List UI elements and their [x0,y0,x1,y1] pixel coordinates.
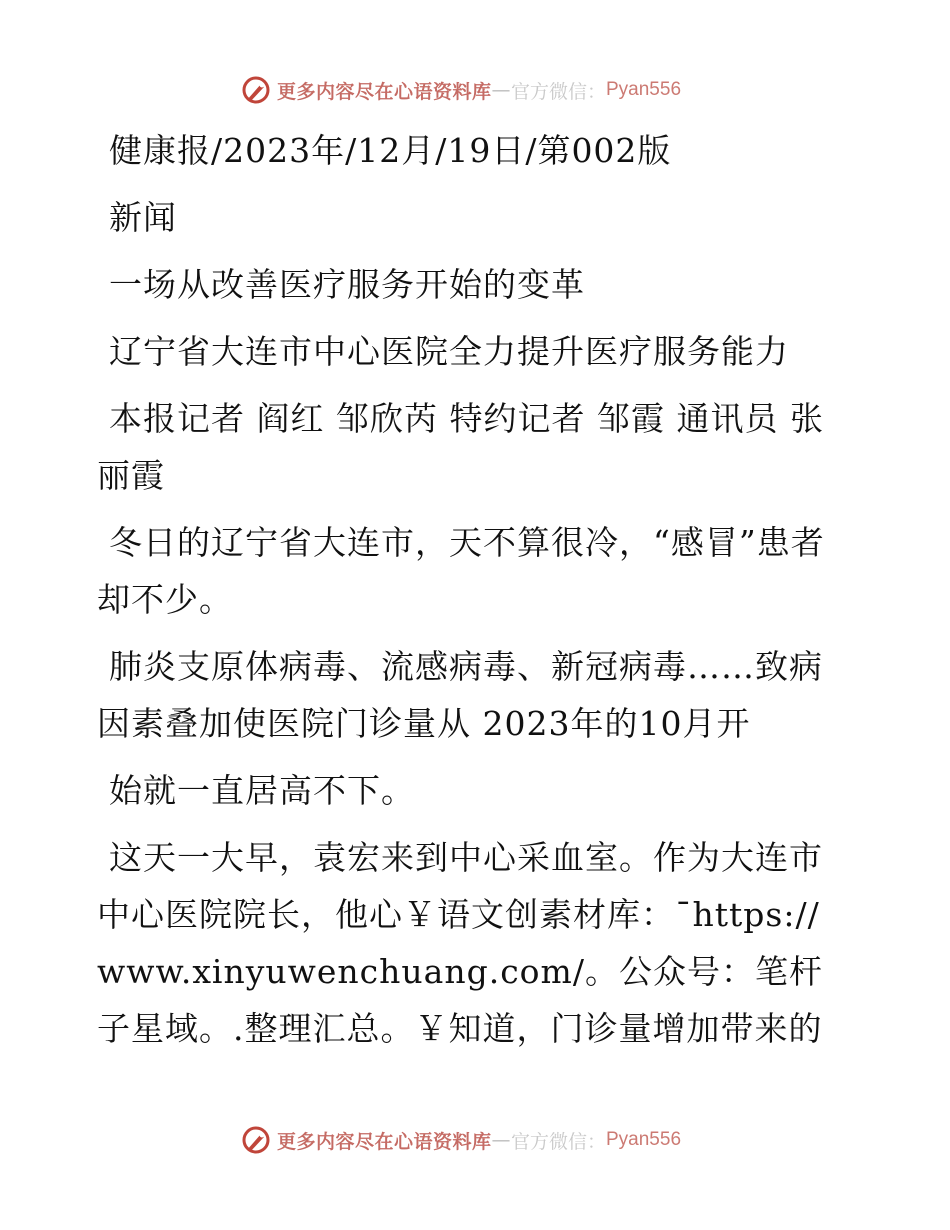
watermark-brand: 更多内容尽在心语资料库 [276,1130,492,1153]
watermark-wechat-label: 官方微信： [510,1130,606,1153]
pen-logo-icon [241,75,271,105]
article-body [97,122,837,1057]
article-byline: 本报记者 阎红 邹欣芮 特约记者 邹霞 通讯员 张丽霞 [97,399,824,495]
watermark-wechat-id: Pyan556 [606,79,682,100]
watermark-wechat-id: Pyan556 [606,1129,682,1150]
article-subtitle: 辽宁省大连市中心医院全力提升医疗服务能力 [109,332,789,371]
paragraph-3: 始就一直居高不下。 [109,771,415,810]
paragraph-1: 冬日的辽宁省大连市，天不算很冷，“感冒”患者却不少。 [97,523,825,619]
paragraph-4: 这天一大早，袁宏来到中心采血室。作为大连市中心医院院长，他心￥语文创素材库：¯https://www.xinyuwenchuang.com/。公众号：笔杆子星域。.整理汇总。￥知道，门诊量增加带来的 [97,838,823,1048]
paragraph-2: 肺炎支原体病毒、流感病毒、新冠病毒……致病因素叠加使医院门诊量从 2023年的10月开 [97,647,823,743]
section-label: 新闻 [109,198,177,237]
watermark-wechat-label: 官方微信： [510,80,606,103]
article-title: 一场从改善医疗服务开始的变革 [109,265,585,304]
watermark-brand: 更多内容尽在心语资料库 [276,80,492,103]
watermark-dash: — [491,1129,511,1151]
header-watermark [0,70,950,110]
masthead-line: 健康报/2023年/12月/19日/第002版 [109,131,672,170]
pen-logo-icon [241,1125,271,1155]
footer-watermark [0,1120,950,1160]
watermark-dash: — [491,79,511,101]
